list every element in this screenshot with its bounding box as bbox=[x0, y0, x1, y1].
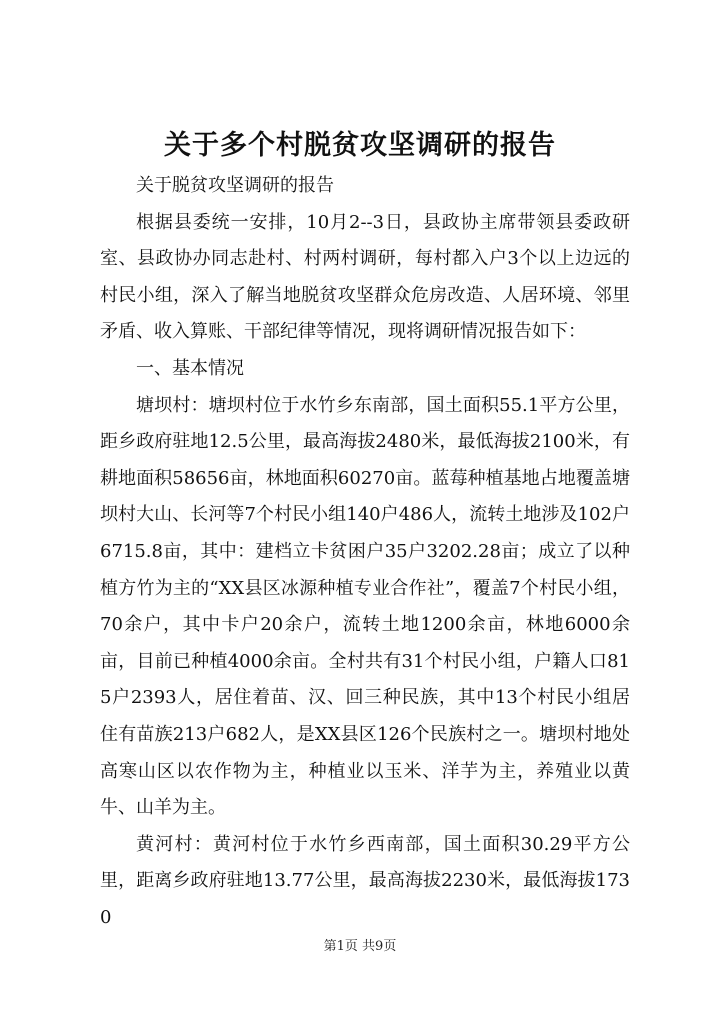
huanghe-village-paragraph: 黄河村：黄河村位于水竹乡西南部，国土面积30.29平方公里，距离乡政府驻地13.77公里，最高海拔2230米，最低海拔1730 bbox=[100, 833, 630, 928]
tangba-village-paragraph: 塘坝村：塘坝村位于水竹乡东南部，国土面积55.1平方公里，距乡政府驻地12.5公里，最高海拔2480米，最低海拔2100米，有耕地面积58656亩，林地面积60270亩。蓝莓种植基地占地覆盖塘坝村大山、长河等7个村民小组140户486人，流转土地涉及102户6715.8亩，其中：建档立卡贫困户35户3202.28亩；成立了以种植方竹为主的“XX县区冰源种植专业合作社”，覆盖7个村民小组，70余户，其中卡户20余户，流转土地1200余亩，林地6000余亩，目前已种植4000余亩。全村共有31个村民小组，户籍人口815户2393人，居住着苗、汉、回三种民族，其中13个村民小组居住有苗族213户682人，是XX县区126个民族村之一。塘坝村地处高寒山区以农作物为主，种植业以玉米、洋芋为主，养殖业以黄牛、山羊为主。 bbox=[100, 394, 630, 819]
page-number: 第1页 共9页 bbox=[323, 939, 397, 954]
subtitle-paragraph: 关于脱贫攻坚调研的报告 bbox=[136, 175, 334, 196]
document-body bbox=[100, 168, 630, 936]
section-heading: 一、基本情况 bbox=[136, 357, 244, 379]
page-title: 关于多个村脱贫攻坚调研的报告 bbox=[164, 130, 556, 161]
intro-paragraph: 根据县委统一安排，10月2--3日，县政协主席带领县委政研室、县政协办同志赴村、村两村调研，每村都入户3个以上边远的村民小组，深入了解当地脱贫攻坚群众危房改造、人居环境、邻里矛盾、收入算账、干部纪律等情况，现将调研情况报告如下： bbox=[100, 211, 630, 343]
